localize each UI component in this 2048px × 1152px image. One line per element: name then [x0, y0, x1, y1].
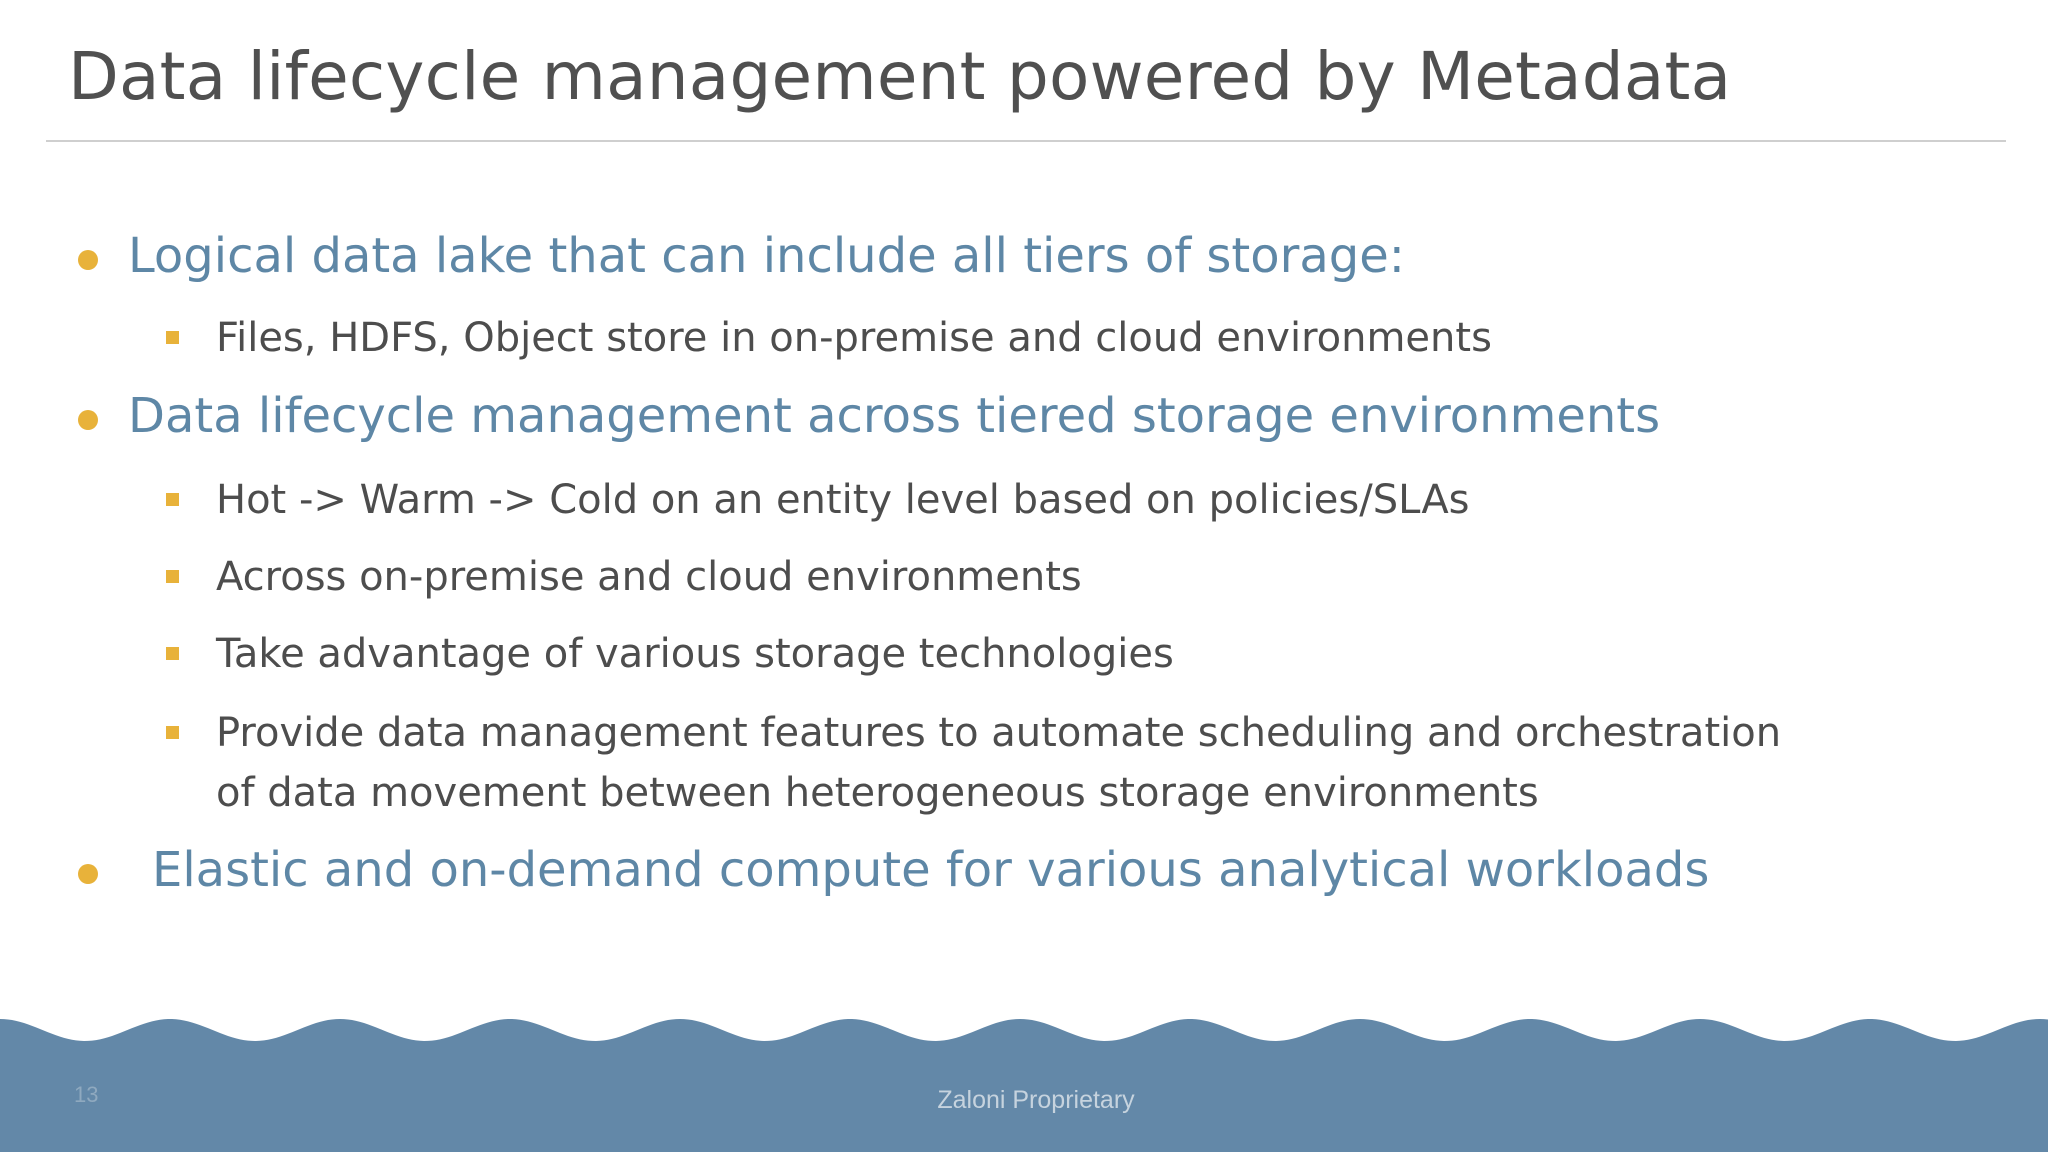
bullet-text: Data lifecycle management across tiered storage environments — [128, 388, 1661, 444]
square-bullet-icon — [166, 647, 179, 660]
sub-bullet-text: Provide data management features to automate scheduling and orchestration — [216, 710, 1782, 756]
footer-wave-band — [0, 1000, 2048, 1152]
bullet-dot-icon — [78, 410, 98, 430]
square-bullet-icon — [166, 570, 179, 583]
bullet-text: Elastic and on-demand compute for various analytical workloads — [152, 842, 1710, 898]
square-bullet-icon — [166, 726, 179, 739]
sub-bullet-text: Hot -> Warm -> Cold on an entity level based on policies/SLAs — [216, 477, 1470, 523]
sub-bullet-text: of data movement between heterogeneous storage environments — [216, 770, 1539, 816]
sub-bullet-text: Take advantage of various storage technologies — [216, 631, 1174, 677]
page-number: 13 — [74, 1082, 99, 1107]
slide-title: Data lifecycle management powered by Metadata — [68, 38, 1732, 115]
square-bullet-icon — [166, 331, 179, 344]
sub-bullet-text: Across on-premise and cloud environments — [216, 554, 1082, 600]
square-bullet-icon — [166, 493, 179, 506]
footer-label: Zaloni Proprietary — [937, 1086, 1135, 1114]
bullet-dot-icon — [78, 864, 98, 884]
sub-bullet-text: Files, HDFS, Object store in on-premise and cloud environments — [216, 315, 1492, 361]
bullet-text: Logical data lake that can include all tiers of storage: — [128, 228, 1405, 284]
bullet-dot-icon — [78, 250, 98, 270]
title-divider — [46, 140, 2006, 142]
